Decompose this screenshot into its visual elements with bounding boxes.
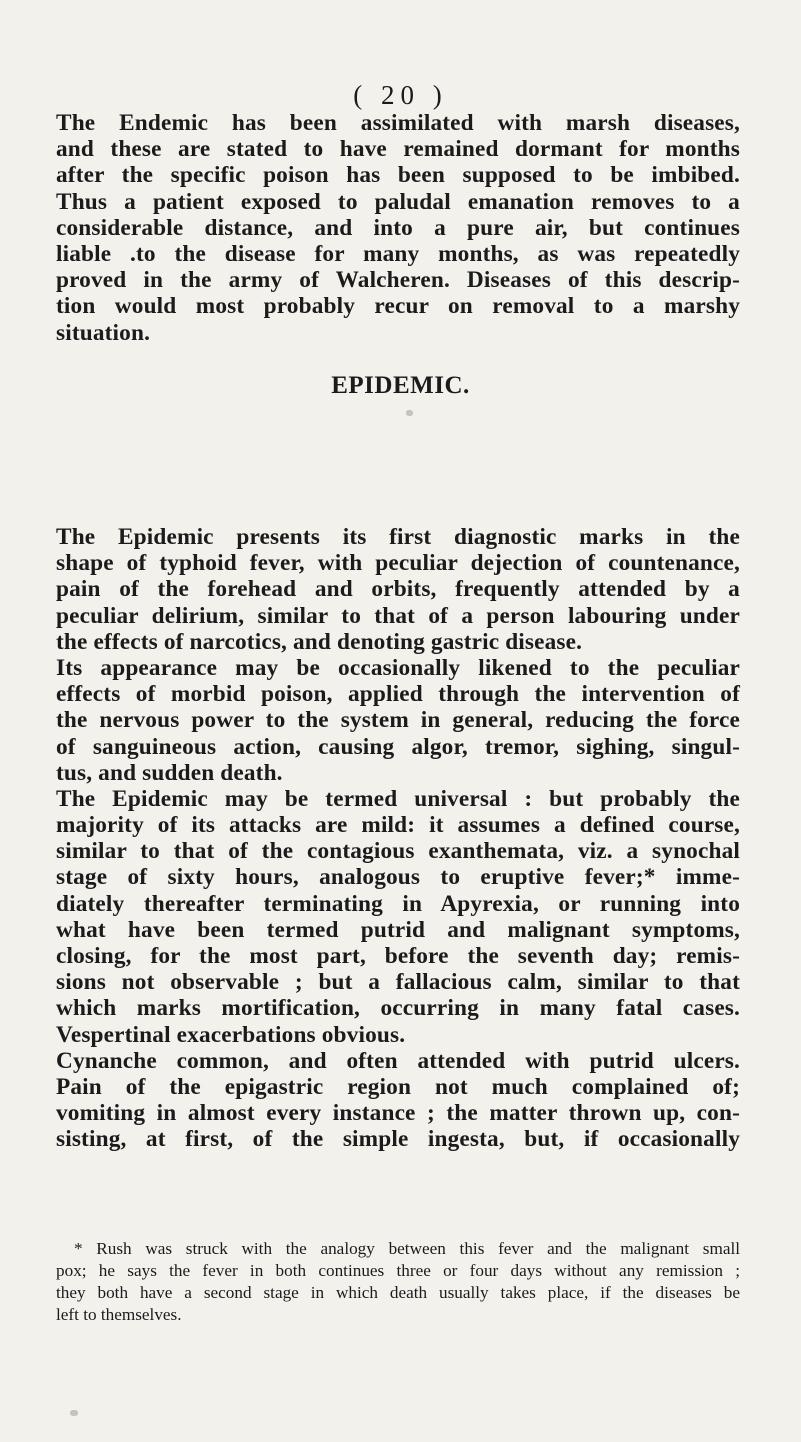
text-line: after the specific poison has been supposed to be imbibed.	[56, 162, 740, 189]
text-line: which marks mortification, occurring in many fatal cases.	[56, 995, 740, 1022]
text-line: majority of its attacks are mild: it assumes a defined course,	[56, 812, 740, 839]
footnote-line: they both have a second stage in which death usually takes place, if the diseases be	[56, 1283, 740, 1302]
text-line: what have been termed putrid and malignant symptoms,	[56, 916, 740, 943]
text-line: vomiting in almost every instance ; the matter thrown up, con-	[56, 1100, 740, 1127]
page-number: ( 20 )	[353, 80, 448, 110]
text-line: proved in the army of Walcheren. Diseases of this descrip-	[56, 267, 740, 294]
text-line: pain of the forehead and orbits, frequently attended by a	[56, 576, 740, 603]
text-line: considerable distance, and into a pure air, but continues	[56, 214, 740, 241]
text-line: Cynanche common, and often attended with putrid ulcers.	[56, 1047, 740, 1074]
text-line: similar to that of the contagious exanthemata, viz. a synochal	[56, 838, 740, 865]
text-line: closing, for the most part, before the seventh day; remis-	[56, 943, 740, 969]
text-line: and these are stated to have remained dormant for months	[56, 136, 740, 163]
paper-speck	[70, 1410, 78, 1416]
text-line: stage of sixty hours, analogous to eruptive fever;* imme-	[56, 864, 740, 891]
text-line: Pain of the epigastric region not much complained of;	[56, 1073, 740, 1100]
text-line: diately thereafter terminating in Apyrexia, or running into	[56, 890, 740, 917]
text-line: The Endemic has been assimilated with marsh diseases,	[56, 110, 740, 136]
text-line: situation.	[56, 319, 151, 346]
footnote-line: left to themselves.	[56, 1305, 182, 1324]
footnote-line: * Rush was struck with the analogy between this fever and the malignant small	[74, 1239, 740, 1258]
section-heading: EPIDEMIC.	[331, 372, 470, 399]
text-line: sions not observable ; but a fallacious calm, similar to that	[56, 969, 740, 996]
paragraph-epidemic	[56, 524, 740, 1153]
paragraph-endemic	[56, 110, 740, 346]
text-line: The Epidemic presents its first diagnostic marks in the	[56, 524, 740, 550]
text-line: the effects of narcotics, and denoting gastric disease.	[56, 628, 583, 655]
text-line: sisting, at first, of the simple ingesta, but, if occasionally	[56, 1126, 740, 1153]
text-line: of sanguineous action, causing algor, tremor, sighing, singul-	[56, 733, 740, 760]
footnote	[56, 1238, 740, 1326]
text-line: Vespertinal exacerbations obvious.	[56, 1021, 406, 1048]
text-line: effects of morbid poison, applied through the intervention of	[56, 681, 740, 708]
text-line: tus, and sudden death.	[56, 759, 283, 786]
text-line: Thus a patient exposed to paludal emanation removes to a	[56, 188, 740, 215]
text-line: tion would most probably recur on removal to a marshy	[56, 293, 740, 320]
text-line: the nervous power to the system in general, reducing the force	[56, 707, 740, 734]
text-line: Its appearance may be occasionally likened to the peculiar	[56, 654, 740, 681]
paper-speck	[406, 410, 413, 416]
text-line: shape of typhoid fever, with peculiar dejection of countenance,	[56, 550, 740, 577]
text-line: The Epidemic may be termed universal : but probably the	[56, 785, 740, 812]
text-line: liable .to the disease for many months, as was repeatedly	[56, 240, 740, 267]
text-line: peculiar delirium, similar to that of a person labouring under	[56, 602, 740, 629]
footnote-line: pox; he says the fever in both continues three or four days without any remission ;	[56, 1261, 740, 1280]
